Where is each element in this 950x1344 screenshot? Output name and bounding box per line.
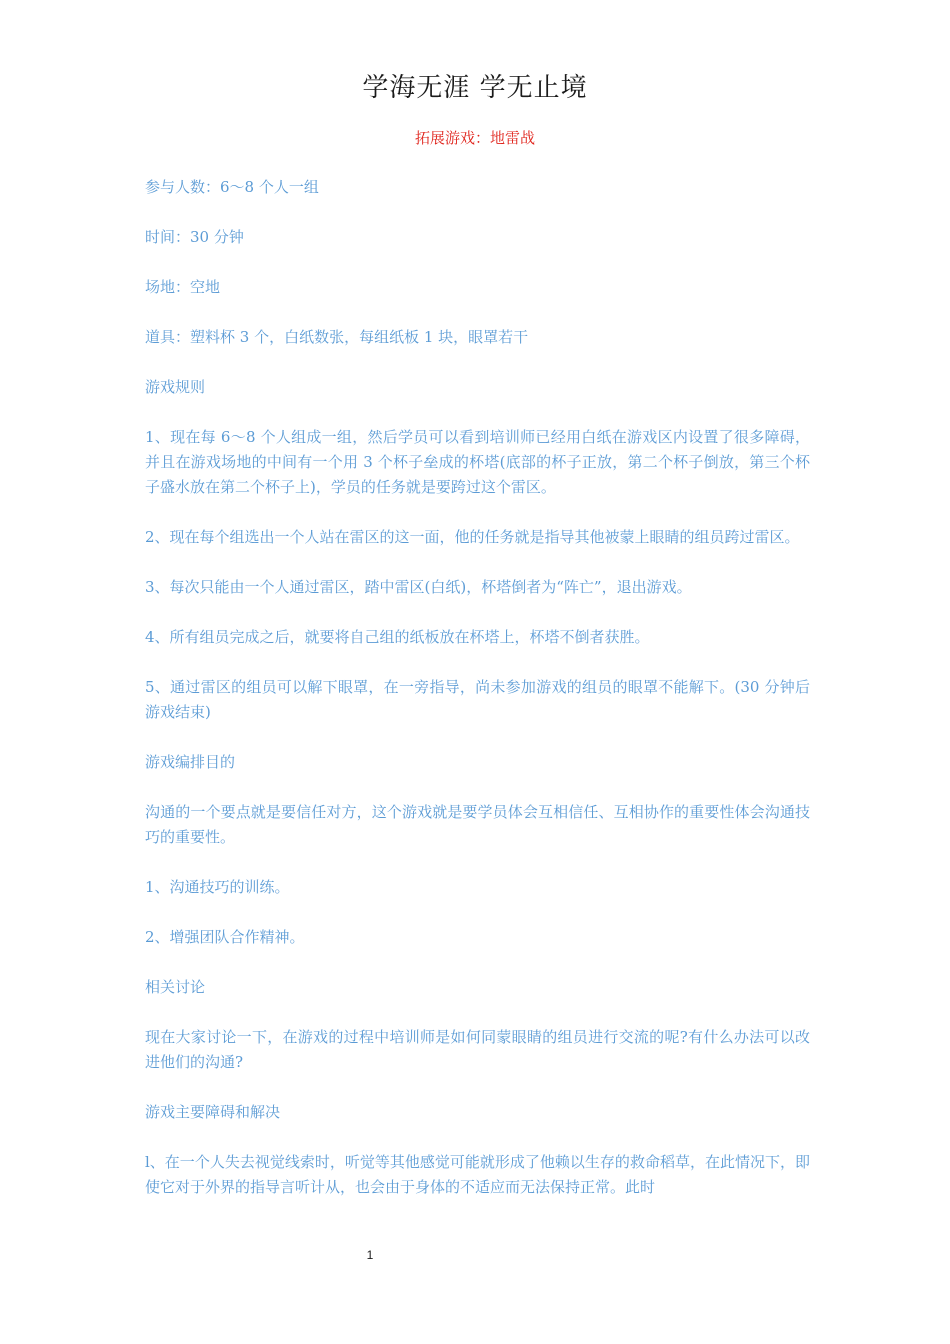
paragraph-rule-3: 3、每次只能由一个人通过雷区，踏中雷区(白纸)，杯塔倒者为“阵亡”，退出游戏。 xyxy=(145,578,692,596)
paragraph-obstacle-1: l、在一个人失去视觉线索时，听觉等其他感觉可能就形成了他赖以生存的救命稻草，在此情况下，即使它对于外界的指导言听计从，也会由于身体的不适应而无法保持正常。此时 xyxy=(145,1153,810,1196)
paragraph-rule-5: 5、通过雷区的组员可以解下眼罩，在一旁指导，尚未参加游戏的组员的眼罩不能解下。(30 分钟后游戏结束) xyxy=(145,678,810,721)
header-title: 学海无涯 学无止境 xyxy=(362,73,588,103)
paragraph-purpose-1: 1、沟通技巧的训练。 xyxy=(145,878,290,896)
paragraph-rule-1: 1、现在每 6～8 个人组成一组，然后学员可以看到培训师已经用白纸在游戏区内设置了很多障碍，并且在游戏场地的中间有一个用 3 个杯子垒成的杯塔(底部的杯子正放，第二个杯子倒放，第三个杯子盛水放在第二个杯子上)，学员的任务就是要跨过这个雷区。 xyxy=(145,428,810,496)
paragraph-participants: 参与人数：6～8 个人一组 xyxy=(145,178,319,196)
document-body xyxy=(145,175,810,1225)
page-number: 1 xyxy=(366,1248,374,1262)
paragraph-time: 时间：30 分钟 xyxy=(145,228,244,246)
paragraph-discussion: 现在大家讨论一下，在游戏的过程中培训师是如何同蒙眼睛的组员进行交流的呢?有什么办法可以改进他们的沟通? xyxy=(145,1028,810,1071)
paragraph-rule-2: 2、现在每个组选出一个人站在雷区的这一面，他的任务就是指导其他被蒙上眼睛的组员跨过雷区。 xyxy=(145,528,800,546)
paragraph-venue: 场地：空地 xyxy=(145,278,221,296)
heading-obstacles: 游戏主要障碍和解决 xyxy=(145,1103,281,1121)
heading-game-purpose: 游戏编排目的 xyxy=(145,753,236,771)
paragraph-rule-4: 4、所有组员完成之后，就要将自己组的纸板放在杯塔上，杯塔不倒者获胜。 xyxy=(145,628,650,646)
document-title: 拓展游戏：地雷战 xyxy=(414,129,535,147)
paragraph-purpose: 沟通的一个要点就是要信任对方，这个游戏就是要学员体会互相信任、互相协作的重要性体会沟通技巧的重要性。 xyxy=(145,803,810,846)
heading-discussion: 相关讨论 xyxy=(145,978,206,996)
heading-game-rules: 游戏规则 xyxy=(145,378,206,396)
paragraph-purpose-2: 2、增强团队合作精神。 xyxy=(145,928,305,946)
paragraph-props: 道具：塑料杯 3 个，白纸数张，每组纸板 1 块，眼罩若干 xyxy=(145,328,529,346)
